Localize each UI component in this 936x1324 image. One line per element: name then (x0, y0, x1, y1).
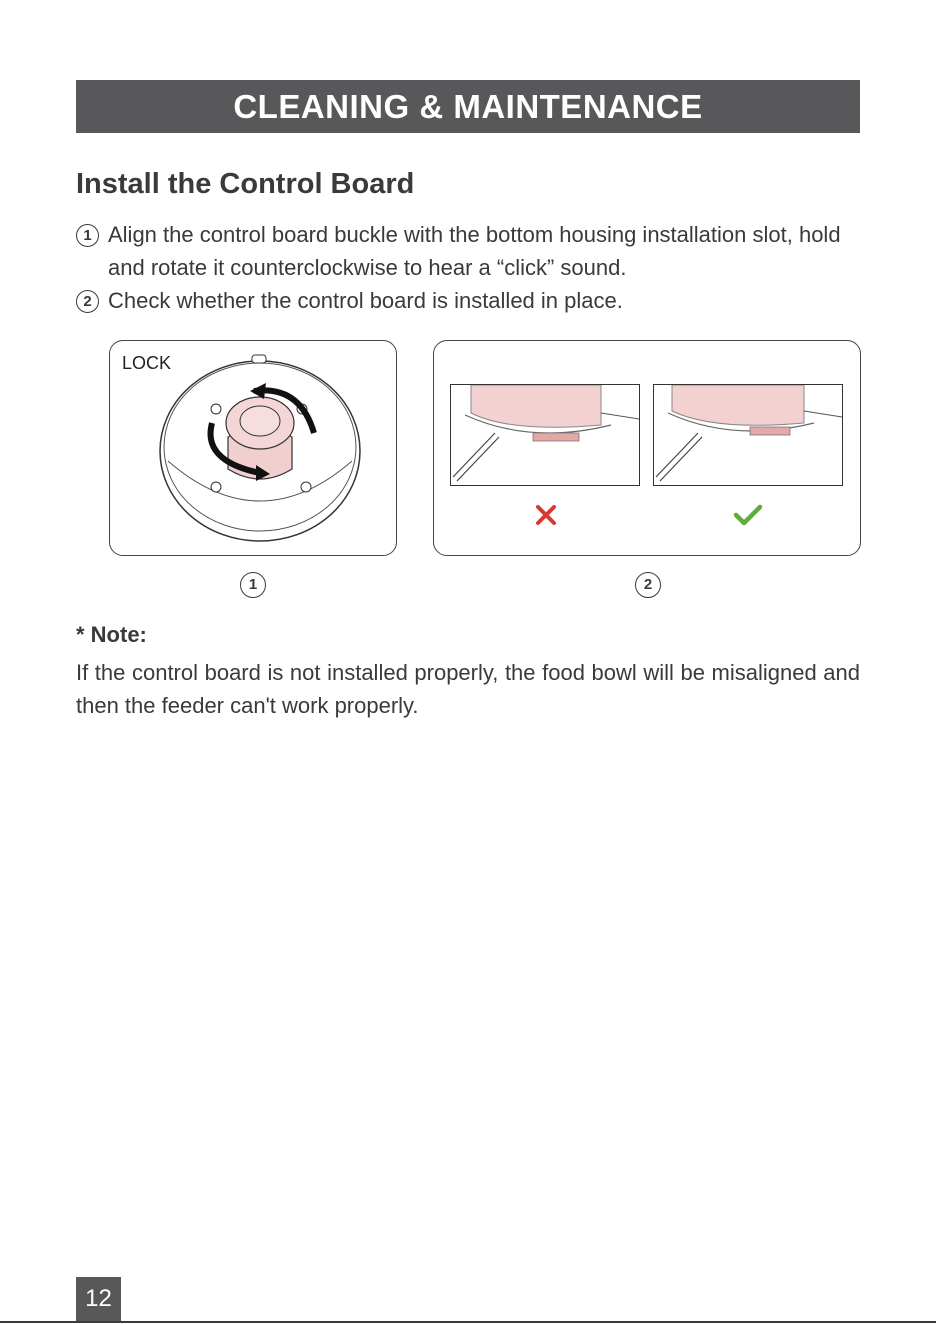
figure-2-panel (433, 340, 861, 556)
step-text: Align the control board buckle with the bottom housing installation slot, hold and rotate it counterclockwise to hear a “click” sound. (108, 222, 841, 280)
correct-installation-image (653, 384, 843, 486)
banner-title: CLEANING & MAINTENANCE (233, 87, 703, 125)
figure-1-panel (109, 340, 397, 556)
page-number-text: 12 (85, 1285, 112, 1312)
control-board-rotation-illustration (110, 341, 396, 555)
bottom-divider (0, 1321, 936, 1323)
step-text: Check whether the control board is installed in place. (108, 288, 623, 313)
check-icon (733, 504, 763, 526)
figure-2-caption: 2 (635, 572, 661, 598)
step-1 (76, 218, 860, 284)
page-number (76, 1277, 121, 1321)
step-2 (76, 284, 860, 317)
cross-icon (535, 504, 557, 526)
step-number: 2 (76, 290, 99, 313)
figure-1-caption: 1 (240, 572, 266, 598)
misaligned-board-illustration (451, 385, 639, 485)
wrong-installation-image (450, 384, 640, 486)
section-banner (76, 80, 860, 133)
note-title: * Note: (76, 622, 147, 647)
page-title: Install the Control Board (76, 168, 415, 200)
step-number: 1 (76, 224, 99, 247)
lock-label: LOCK (122, 353, 172, 373)
note-body: If the control board is not installed properly, the food bowl will be misaligned and then the feeder can't work properly. (76, 660, 860, 718)
aligned-board-illustration (654, 385, 842, 485)
